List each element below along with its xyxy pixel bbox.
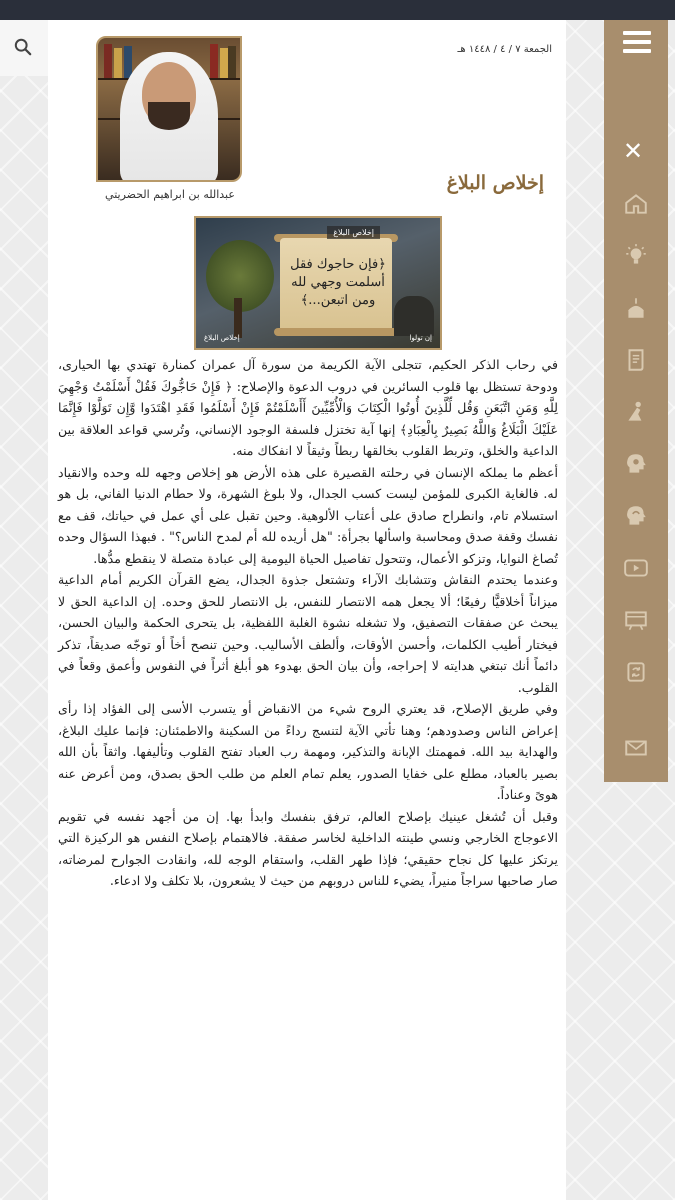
hamburger-menu-icon[interactable] [623,31,651,53]
sidebar-item-mind[interactable] [618,498,654,534]
lightbulb-icon [623,243,649,269]
mosque-icon [623,295,649,321]
video-play-icon [623,555,649,581]
sidebar-item-prayer[interactable] [618,394,654,430]
mail-icon [623,735,649,761]
article-title: إخلاص البلاغ [446,172,544,194]
article-paragraph: وقبل أن تُشغل عينيك بإصلاح العالم، ترفق بنفسك وابدأ بها. إن من أجهد نفسه في تقويم الاعوجاج الخارجي ونسي طينته الداخلية لخاسر صفقة. فالاهتمام بإصلاح النفس هو الركيزة التي يرتكز عليها كل نجاح حقيقي؛ فإذا طهر القلب، واستقام الوجه لله، وانقادت الجوارح لمرضاته، صار صاحبها سراجاً منيراً، يضيء للناس دروبهم من حيث لا يشعرون، بلا تكلف ولا ادعاء. [58,808,558,888]
status-bar [0,0,675,20]
sidebar-item-videos[interactable] [618,550,654,586]
refresh-icon [623,659,649,685]
praying-person-icon [623,399,649,425]
sidebar-item-ideas[interactable] [618,238,654,274]
presentation-board-icon [623,607,649,633]
article-paragraph: أعظم ما يملكه الإنسان في رحلته القصيرة على هذه الأرض هو إخلاص وجهه لله وحده والانقياد له. فالغاية الكبرى للمؤمن ليست كسب الجدال، ولا بلوغ الشهرة، ولا حطام الدنيا الفاني، بل هو استسلام تام، وانطراح صادق على أعتاب الألوهية. وحين تقبل على أي عمل في حياتك، قف مع نفسك وقفة صدق ومحاسبة واسألها بجرأة: "هل أريده لله أم لمدح الناس؟" . فبهذا السؤال وحده تُصاغ النوايا، وتزكو الأعمال، وتتحول تفاصيل الحياة اليومية إلى عبادة متصلة لا ينقطع مدُّها. [58,464,558,566]
close-icon[interactable]: ✕ [623,137,644,165]
article-page [48,20,566,1200]
head-gear-icon [623,451,649,477]
sidebar-item-lectures[interactable] [618,602,654,638]
banner-logo: إن تولوا [409,334,432,342]
article-body [58,354,558,892]
sidebar-item-home[interactable] [618,186,654,222]
sidebar-item-mosque[interactable] [618,290,654,326]
article-banner-image [194,216,442,350]
article-paragraph: في رحاب الذكر الحكيم، تتجلى الآية الكريمة من سورة آل عمران كمنارة تهتدي بها الحيارى، ودوحة تستظل بها قلوب السائرين في دروب الدعوة والإصلاح: ﴿ فَإِنْ حَاجُّوكَ فَقُلْ أَسْلَمْتُ وَجْهِيَ لِلَّهِ وَمَنِ اتَّبَعَنِ وَقُل لِّلَّذِينَ أُوتُوا الْكِتَابَ وَالْأُمِّيِّينَ أَأَسْلَمْتُمْ فَإِنْ أَسْلَمُوا فَقَدِ اهْتَدَوا وَّإِن تَوَلَّوْا فَإِنَّمَا عَلَيْكَ الْبَلَاغُ وَاللَّهُ بَصِيرٌ بِالْعِبَادِ﴾ إنها آية تختزل فلسفة الوجود الإنساني، وتُرسي قواعد العلاقة بين الداعية والخلق، وتربط القلوب بخالقها ربطاً وثيقاً لا انفكاك منه. [58,357,558,458]
search-icon[interactable] [14,38,32,56]
banner-verse: ﴿فإن حاجوك فقل أسلمت وجهي لله ومن اتبعن...﴾ [290,257,386,308]
scroll-icon [623,347,649,373]
search-area[interactable] [0,20,48,76]
banner-tab-label: إخلاص البلاغ [327,226,380,239]
article-paragraph: وعندما يحتدم النقاش وتتشابك الآراء وتشتعل جذوة الجدال، يضع القرآن الكريم أمام الداعية ميزاناً أخلاقيًّا رفيعًا؛ ألا يجعل همه الانتصار للنفس، بل الانتصار للحق وحده. إن الداعية الحق لا يبحث عن صفقات التصفيق، ولا تشغله نشوة الغلبة اللفظية، بل يتحرى الحكمة والبيان الحسن، فيختار أطيب الكلمات، وأحسن الأوقات، وألطف الأساليب. وحين تنصح أخاً أو توجّه صديقاً، تذكر دائماً أنك تبتغي هدايته لا إحراجه، وأن بيان الحق بهدوء هو أبلغ أثراً في النفوس وأعمق وقعاً في القلوب. [58,572,558,695]
sidebar-item-articles[interactable] [618,342,654,378]
article-paragraph: وفي طريق الإصلاح، قد يعتري الروح شيء من الانقباض أو يتسرب الأسى إلى الفؤاد إذا رأى إعراض الناس وصدودهم؛ وهنا تأتي الآية لتنسج رداءً من السكينة والاطمئنان: فإنما عليك البلاغ، والهداية بيد الله. فمهمتك الإبانة والتذكير، ومهمة رب العباد تفتح القلوب وتأليفها. واثقاً بأن الله بصير بالعباد، مطلع على خفايا الصدور، يعلم تمام العلم من طلب الحق بصدق، ومن أعرض عنه هوىً وعناداً. [58,701,558,802]
home-icon [623,191,649,217]
head-thought-icon [623,503,649,529]
side-menu [604,20,668,782]
author-name[interactable]: عبدالله بن ابراهيم الحضريتي [105,188,235,201]
sidebar-item-contact[interactable] [618,730,654,766]
sidebar-item-thinking[interactable] [618,446,654,482]
article-date: الجمعة ٧ / ٤ / ١٤٤٨ هـ [457,44,552,55]
banner-caption: إخلاص البلاغ [204,334,240,342]
author-photo [96,36,242,182]
sidebar-item-updates[interactable] [618,654,654,690]
